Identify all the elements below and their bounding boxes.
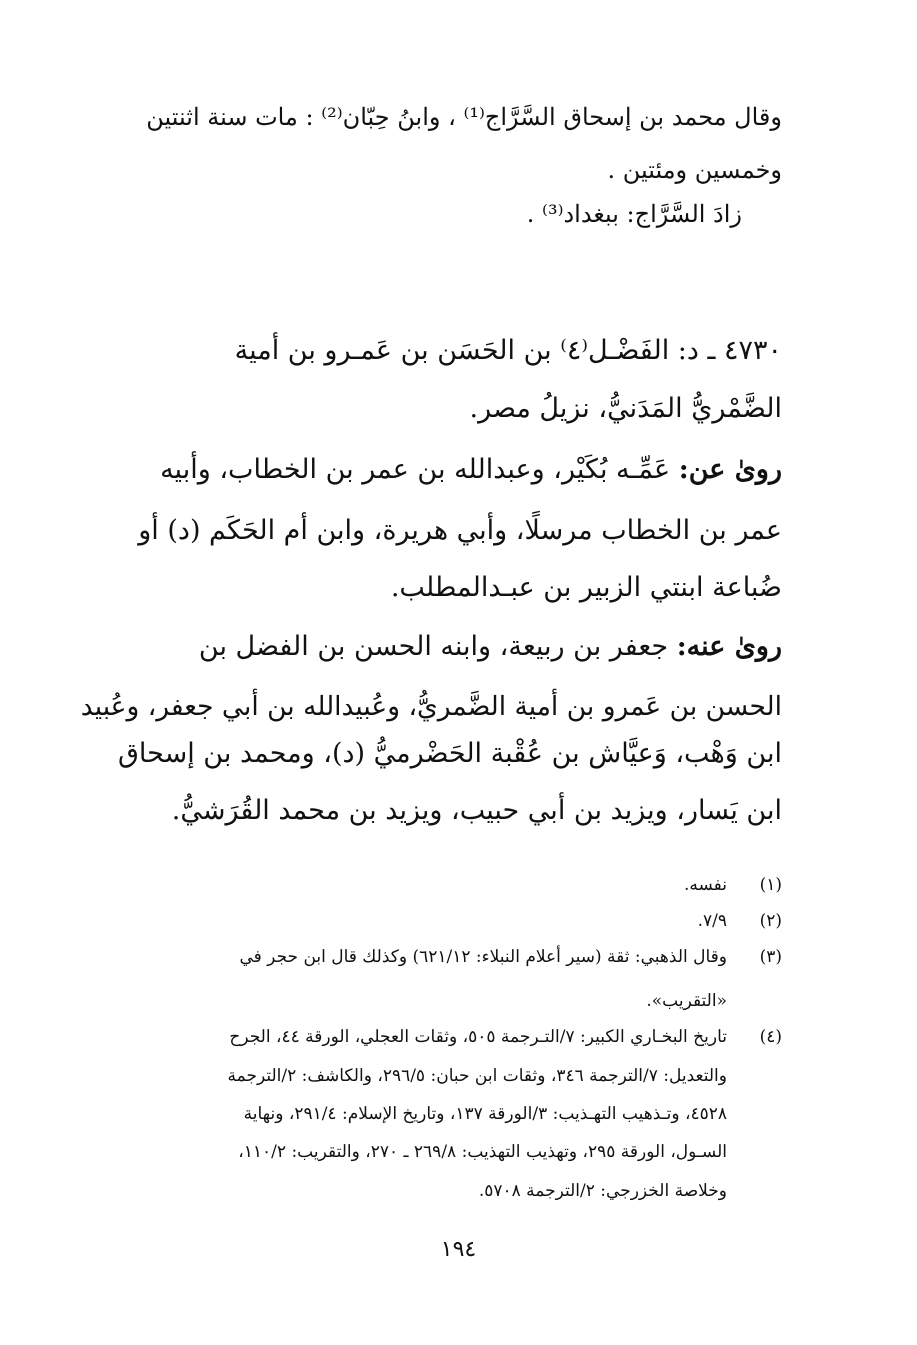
footnote-text: نفسه.	[683, 875, 727, 895]
footnote-text: ٧/٩.	[697, 911, 727, 931]
footnote-4	[229, 1027, 782, 1047]
narrated-by-text-1: جعفر بن ربيعة، وابنه الحسن بن الفضل بن	[198, 631, 669, 662]
narrated-by-label: روىٰ عنه:	[676, 631, 782, 662]
intro-line-2: وخمسين ومئتين .	[607, 156, 782, 184]
narrated-from-line-2: عمر بن الخطاب مرسلًا، وأبي هريرة، وابن أم الحَكَم (د) أو	[138, 515, 782, 546]
narrated-by-line-4: ابن يَسار، ويزيد بن أبي حبيب، ويزيد بن محمد القُرَشيُّ.	[171, 795, 782, 826]
footnote-4-line-4: السـول، الورقة ٢٩٥، وتهذيب التهذيب: ٢٦٩/٨ ـ ٢٧٠، والتقريب: ١١٠/٢،	[238, 1142, 727, 1162]
footnote-number: (٤)	[759, 1027, 782, 1047]
footnote-text: وقال الذهبي: ثقة (سير أعلام النبلاء: ٦٢١/١٢) وكذلك قال ابن حجر في	[239, 947, 727, 967]
footnote-text: تاريخ البخـاري الكبير: ٧/التـرجمة ٥٠٥، وثقات العجلي، الورقة ٤٤، الجرح	[229, 1027, 727, 1047]
entry-heading-line-1: ٤٧٣٠ ـ د: الفَضْـل⁽٤⁾ بن الحَسَن بن عَمـرو بن أمية	[234, 335, 782, 366]
footnote-1	[684, 875, 782, 895]
intro-line-3: زادَ السَّرَّاج: ببغداد⁽³⁾ .	[526, 200, 742, 228]
footnote-number: (٣)	[759, 947, 782, 967]
footnote-2	[698, 911, 782, 931]
intro-line-1: وقال محمد بن إسحاق السَّرَّاج⁽¹⁾ ، وابنُ حِبّان⁽²⁾ : مات سنة اثنتين	[146, 103, 782, 131]
footnote-3-continuation: «التقريب».	[646, 991, 727, 1011]
narrated-from-label: روىٰ عن:	[678, 454, 782, 485]
narrated-by-line-2: الحسن بن عَمرو بن أمية الضَّمريُّ، وعُبيدالله بن أبي جعفر، وعُبيد	[80, 691, 782, 722]
entry-heading-line-2: الضَّمْريُّ المَدَنيُّ، نزيلُ مصر.	[469, 393, 782, 424]
narrated-by-line-3: ابن وَهْب، وَعيَّاش بن عُقْبة الحَضْرميُّ (د)، ومحمد بن إسحاق	[117, 738, 782, 769]
narrated-from-line-1	[160, 454, 782, 485]
footnote-4-line-2: والتعديل: ٧/الترجمة ٣٤٦، وثقات ابن حبان: ٢٩٦/٥، والكاشف: ٢/الترجمة	[227, 1066, 727, 1086]
footnote-number: (٢)	[759, 911, 782, 931]
footnote-3	[239, 947, 782, 967]
page-number: ١٩٤	[440, 1237, 477, 1262]
narrated-from-line-3: ضُباعة ابنتي الزبير بن عبـدالمطلب.	[390, 572, 782, 603]
footnote-number: (١)	[759, 875, 782, 895]
footnote-4-line-5: وخلاصة الخزرجي: ٢/الترجمة ٥٧٠٨.	[478, 1181, 727, 1201]
narrated-by-line-1	[199, 631, 782, 662]
narrated-from-text-1: عَمِّـه بُكَيْر، وعبدالله بن عمر بن الخطاب، وأبيه	[160, 454, 671, 485]
footnote-4-line-3: ٤٥٢٨، وتـذهيب التهـذيب: ٣/الورقة ١٣٧، وتاريخ الإسلام: ٢٩١/٤، ونهاية	[243, 1104, 727, 1124]
